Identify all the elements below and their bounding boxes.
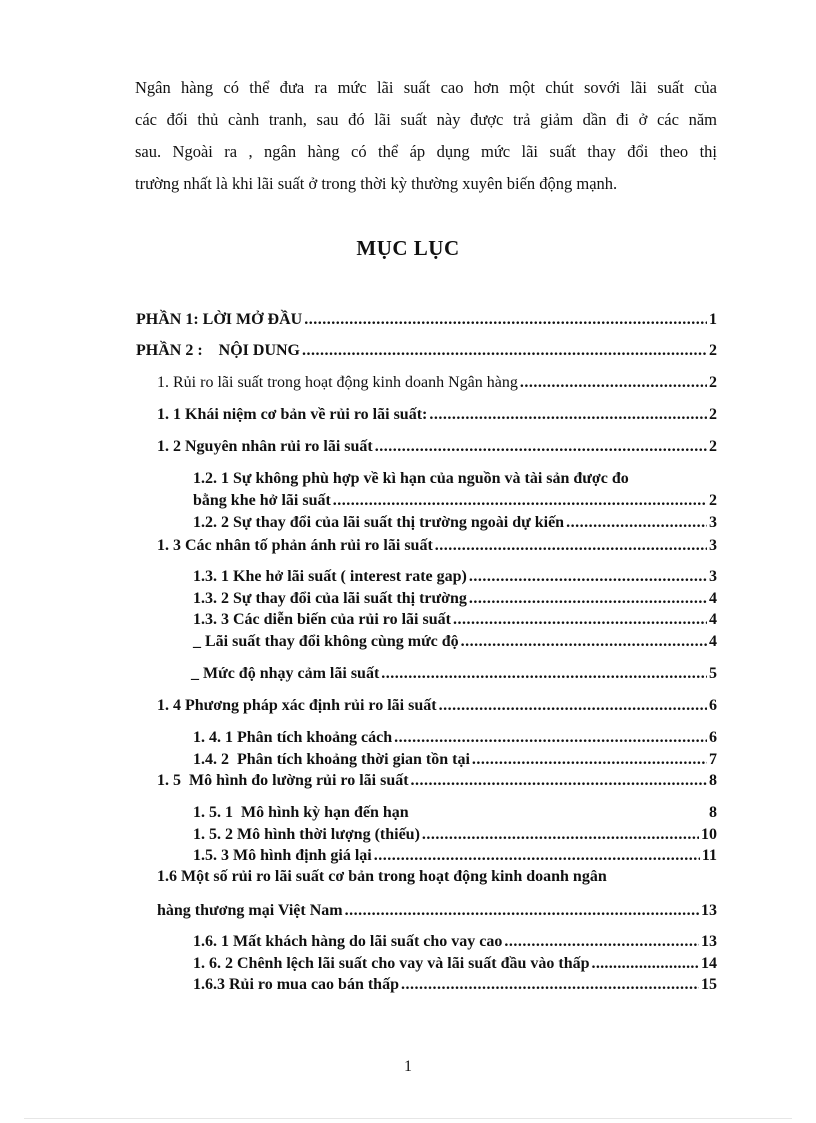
toc-entry-text: hàng thương mại Việt Nam xyxy=(157,902,343,919)
intro-line: trường nhất là khi lãi suất ở trong thời kỳ thường xuyên biến động mạnh. xyxy=(135,174,618,193)
toc-leader xyxy=(469,590,707,608)
toc-entry-text: 1. 5. 2 Mô hình thời lượng (thiếu) xyxy=(193,826,420,843)
toc-entry-text: 1. 4 Phương pháp xác định rủi ro lãi suất xyxy=(157,697,437,714)
intro-paragraph xyxy=(135,72,717,200)
toc-entry-text: PHẦN 2 : NỘI DUNG xyxy=(136,342,300,359)
toc-leader xyxy=(435,537,707,555)
toc-leader xyxy=(592,955,699,973)
toc-entry-page: 6 xyxy=(709,697,717,714)
toc-entry[interactable] xyxy=(193,751,717,769)
toc-entry-page: 2 xyxy=(709,492,717,509)
toc-leader xyxy=(422,826,699,844)
toc-entry-text: bằng khe hở lãi suất xyxy=(193,492,331,509)
toc-leader xyxy=(374,847,700,865)
toc-entry-page: 14 xyxy=(701,955,717,972)
toc-leader xyxy=(411,772,707,790)
page-number: 1 xyxy=(404,1058,412,1075)
toc-entry[interactable] xyxy=(193,611,717,629)
toc-leader xyxy=(566,514,707,532)
toc-entry-page: 8 xyxy=(709,804,717,821)
toc-entry-text: 1. 5 Mô hình đo lường rủi ro lãi suất xyxy=(157,772,409,789)
toc-entry-page: 3 xyxy=(709,514,717,531)
toc-leader xyxy=(381,665,707,683)
toc-entry[interactable] xyxy=(193,804,717,822)
toc-entry-text: 1. 5. 1 Mô hình kỳ hạn đến hạn xyxy=(193,804,409,821)
toc-entry[interactable] xyxy=(157,406,717,424)
toc-entry-page: 13 xyxy=(701,933,717,950)
toc-entry[interactable] xyxy=(193,633,717,651)
toc-entry-text: 1.3. 2 Sự thay đổi của lãi suất thị trường xyxy=(193,590,467,607)
toc-entry[interactable] xyxy=(193,976,717,994)
page-bottom-divider xyxy=(24,1118,792,1119)
toc-entry[interactable] xyxy=(193,826,717,844)
toc-entry[interactable] xyxy=(193,955,717,973)
intro-line: sau. Ngoài ra , ngân hàng có thể áp dụng mức lãi suất thay đổi theo thị xyxy=(135,142,717,161)
toc-entry-text: 1.6.3 Rủi ro mua cao bán thấp xyxy=(193,976,399,993)
toc-entry[interactable] xyxy=(157,537,717,555)
toc-entry-page: 13 xyxy=(701,902,717,919)
toc-leader xyxy=(439,697,707,715)
toc-entry-text: 1.4. 2 Phân tích khoảng thời gian tồn tại xyxy=(193,751,470,768)
toc-entry-page: 2 xyxy=(709,438,717,455)
toc-entry-text: 1. 1 Khái niệm cơ bản về rủi ro lãi suất: xyxy=(157,406,428,423)
toc-entry-page: 11 xyxy=(701,847,717,864)
toc-entry[interactable] xyxy=(136,342,717,360)
intro-line: Ngân hàng có thể đưa ra mức lãi suất cao hơn một chút sovới lãi suất của xyxy=(135,78,717,97)
toc-entry[interactable] xyxy=(157,697,717,715)
toc-entry-text: 1.2. 2 Sự thay đổi của lãi suất thị trường ngoài dự kiến xyxy=(193,514,565,531)
toc-entry[interactable] xyxy=(193,933,717,951)
toc-entry-text: PHẦN 1: LỜI MỞ ĐẦU xyxy=(136,311,303,328)
toc-leader xyxy=(429,406,707,424)
toc-entry-page: 7 xyxy=(709,751,717,768)
toc-leader xyxy=(304,311,707,329)
toc-entry-page: 4 xyxy=(709,611,717,628)
toc-title: MỤC LỤC xyxy=(356,236,460,260)
toc-leader xyxy=(302,342,707,360)
toc-leader xyxy=(520,374,707,392)
toc-entry-page: 15 xyxy=(701,976,717,993)
toc-entry-page: 8 xyxy=(709,772,717,789)
intro-line: các đối thủ cành tranh, sau đó lãi suất này được trả giảm dần đi ở các năm xyxy=(135,110,717,129)
toc-entry-page: 2 xyxy=(709,374,717,391)
toc-entry[interactable] xyxy=(193,847,717,865)
toc-leader xyxy=(375,438,707,456)
toc-leader xyxy=(461,633,707,651)
toc-leader xyxy=(469,568,707,586)
toc-entry-text: 1.6. 1 Mất khách hàng do lãi suất cho vay cao xyxy=(193,933,503,950)
toc-entry[interactable] xyxy=(157,438,717,456)
toc-entry-text: _ Mức độ nhạy cảm lãi suất xyxy=(191,665,380,682)
toc-entry-page: 3 xyxy=(709,568,717,585)
toc-entry-text: 1.3. 3 Các diễn biến của rủi ro lãi suất xyxy=(193,611,451,628)
toc-entry-page: 1 xyxy=(709,311,717,328)
toc-leader xyxy=(345,902,699,920)
toc-entry-text: 1. 2 Nguyên nhân rủi ro lãi suất xyxy=(157,438,373,455)
toc-entry-text: 1. Rủi ro lãi suất trong hoạt động kinh doanh Ngân hàng xyxy=(157,374,518,391)
toc-entry-wrapped-first-line[interactable]: 1.6 Một số rủi ro lãi suất cơ bản trong hoạt động kinh doanh ngân xyxy=(157,868,607,885)
toc-entry-text: _ Lãi suất thay đổi không cùng mức độ xyxy=(193,633,459,650)
toc-entry-page: 3 xyxy=(709,537,717,554)
toc-entry[interactable] xyxy=(193,514,717,532)
toc-entry-page: 4 xyxy=(709,633,717,650)
toc-entry[interactable] xyxy=(157,772,717,790)
toc-entry-text: 1.5. 3 Mô hình định giá lại xyxy=(193,847,372,864)
toc-entry[interactable] xyxy=(193,729,717,747)
toc-entry[interactable] xyxy=(193,492,717,510)
toc-entry-page: 2 xyxy=(709,406,717,423)
toc-leader xyxy=(453,611,707,629)
toc-entry[interactable] xyxy=(193,568,717,586)
toc-entry-page: 2 xyxy=(709,342,717,359)
toc-entry[interactable] xyxy=(157,374,717,392)
toc-entry-text: 1. 4. 1 Phân tích khoảng cách xyxy=(193,729,393,746)
toc-entry-page: 10 xyxy=(701,826,717,843)
toc-entry-page: 5 xyxy=(709,665,717,682)
toc-leader xyxy=(394,729,707,747)
toc-entry-page: 4 xyxy=(709,590,717,607)
toc-entry[interactable] xyxy=(157,902,717,920)
toc-leader xyxy=(333,492,707,510)
toc-entry[interactable] xyxy=(136,311,717,329)
toc-entry-page: 6 xyxy=(709,729,717,746)
toc-entry-text: 1. 6. 2 Chênh lệch lãi suất cho vay và lãi suất đầu vào thấp xyxy=(193,955,590,972)
toc-leader xyxy=(504,933,699,951)
toc-entry-text: 1.3. 1 Khe hở lãi suất ( interest rate gap) xyxy=(193,568,467,585)
toc-leader xyxy=(401,976,699,994)
toc-entry[interactable] xyxy=(191,665,717,683)
toc-leader xyxy=(472,751,707,769)
toc-entry-text: 1. 3 Các nhân tố phản ánh rủi ro lãi suất xyxy=(157,537,433,554)
toc-entry[interactable] xyxy=(193,590,717,608)
toc-entry-wrapped-first-line[interactable]: 1.2. 1 Sự không phù hợp về kì hạn của nguồn và tài sản được đo xyxy=(193,470,629,487)
